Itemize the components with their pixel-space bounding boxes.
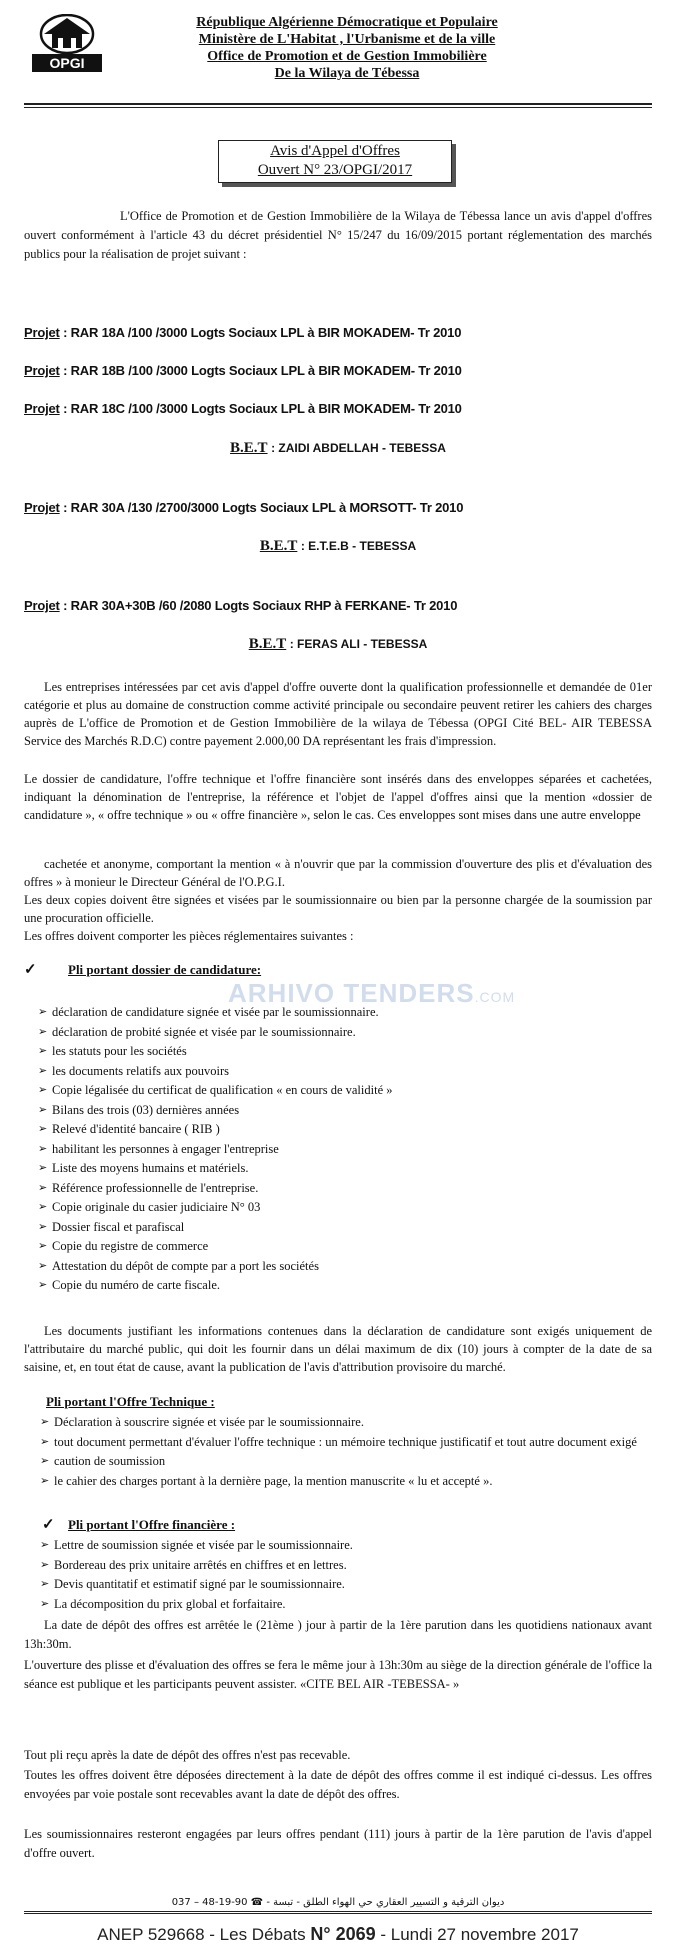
list-item: ➢ Bilans des trois (03) dernières années: [38, 1101, 648, 1121]
justification-paragraph: Les documents justifiant les informations contenues dans la déclaration de candidature sont exigés uniquement de l'attributaire du marché public, qui doit les fournir dans un délai maximum de dix (10) jours à compter de la date de sa saisine, et, en tout état de cause, avant la publication de l'avis d'attribution provisoire du marché.: [24, 1324, 652, 1374]
list-item: ➢ Copie du numéro de carte fiscale.: [38, 1276, 648, 1296]
envelopes-paragraph: Le dossier de candidature, l'offre technique et l'offre financière sont insérés dans des enveloppes séparées et cachetées, indiquant la dénomination de l'entreprise, la référence et l'objet de l'appel d'offres ainsi que la mention «dossier de candidature », « offre technique » ou « offre financière », selon le cas. Ces enveloppes sont mises dans une autre enveloppe: [24, 772, 652, 822]
project-4: [24, 500, 644, 515]
list-item: ➢ Référence professionnelle de l'entreprise.: [38, 1179, 648, 1199]
list-item: ➢ Liste des moyens humains et matériels.: [38, 1159, 648, 1179]
project-label: Projet: [24, 500, 60, 515]
required-documents-intro: Les offres doivent comporter les pièces réglementaires suivantes :: [24, 929, 354, 943]
bet-label: B.E.T: [248, 636, 287, 652]
arrow-icon: ➢: [38, 1259, 48, 1272]
signature-paragraph: Les deux copies doivent être signées et visées par le soumissionnaire ou bien par la personne chargée de la soumission par une procuration officielle.: [24, 893, 652, 925]
list-item: ➢ Déclaration à souscrire signée et visée par le soumissionnaire.: [40, 1413, 650, 1433]
arrow-icon: ➢: [38, 1045, 48, 1057]
footer-divider-thin: [24, 1913, 652, 1914]
watermark-suffix: .COM: [474, 989, 516, 1005]
header-divider-thin: [24, 107, 652, 108]
arrow-icon: ➢: [38, 1084, 48, 1096]
arrow-icon: ➢: [40, 1474, 50, 1487]
header-divider: [24, 103, 652, 105]
list-item: ➢ déclaration de probité signée et visée par le soumissionnaire.: [38, 1023, 648, 1043]
arrow-icon: ➢: [38, 1025, 48, 1038]
list-item: ➢ les statuts pour les sociétés: [38, 1042, 648, 1062]
technique-section-title: Pli portant l'Offre Technique :: [46, 1394, 215, 1409]
footer-divider: [24, 1911, 652, 1912]
footer-prefix: ANEP 529668 - Les Débats: [97, 1925, 306, 1944]
arrow-icon: ➢: [38, 1220, 48, 1233]
list-item: ➢ Devis quantitatif et estimatif signé par le soumissionnaire.: [40, 1575, 650, 1595]
header-line-3: Office de Promotion et de Gestion Immobilière: [207, 49, 487, 64]
notice-title: Avis d'Appel d'Offres: [270, 143, 400, 159]
project-5: [24, 598, 644, 613]
footer-date: - Lundi 27 novembre 2017: [380, 1925, 579, 1944]
project-text: : RAR 30A /130 /2700/3000 Logts Sociaux LPL à MORSOTT- Tr 2010: [63, 500, 464, 515]
list-item: ➢ les documents relatifs aux pouvoirs: [38, 1062, 648, 1082]
list-item: ➢ habilitant les personnes à engager l'entreprise: [38, 1140, 648, 1160]
check-icon: ✓: [24, 962, 37, 978]
project-text: : RAR 30A+30B /60 /2080 Logts Sociaux RHP à FERKANE- Tr 2010: [63, 598, 458, 613]
candidature-list: [38, 1003, 648, 1296]
list-item: ➢ Copie légalisée du certificat de qualification « en cours de validité »: [38, 1081, 648, 1101]
list-item: ➢ le cahier des charges portant à la dernière page, la mention manuscrite « lu et accepté ».: [40, 1472, 650, 1492]
header-line-1: République Algérienne Démocratique et Populaire: [196, 15, 498, 30]
arrow-icon: ➢: [38, 1006, 48, 1018]
project-2: [24, 363, 644, 378]
project-label: Projet: [24, 325, 60, 340]
arrow-icon: ➢: [40, 1578, 50, 1590]
arrow-icon: ➢: [40, 1597, 50, 1610]
list-item: ➢ Relevé d'identité bancaire ( RIB ): [38, 1120, 648, 1140]
financiere-section-title: Pli portant l'Offre financière :: [68, 1517, 236, 1532]
late-offers-paragraph: Tout pli reçu après la date de dépôt des offres n'est pas recevable.: [24, 1748, 351, 1762]
project-label: Projet: [24, 401, 60, 416]
footer-issue-number: N° 2069: [310, 1924, 376, 1944]
footer-publication: [0, 1924, 676, 1945]
bet-label: B.E.T: [259, 538, 298, 554]
bet-text: : E.T.E.B - TEBESSA: [300, 539, 417, 553]
logo-text: OPGI: [49, 55, 85, 71]
list-item: ➢ Lettre de soumission signée et visée par le soumissionnaire.: [40, 1536, 650, 1556]
arrow-icon: ➢: [38, 1162, 48, 1174]
list-item: ➢ Dossier fiscal et parafiscal: [38, 1218, 648, 1238]
arrow-icon: ➢: [40, 1455, 50, 1467]
list-item: ➢ La décomposition du prix global et forfaitaire.: [40, 1595, 650, 1615]
opening-paragraph: L'ouverture des plisse et d'évaluation des offres se fera le même jour à 13h:30m au siège de la direction générale de l'office la séance est publique et les participants peuvent assister. «CITE BEL AIR -TEBESSA- »: [24, 1658, 652, 1691]
project-text: : RAR 18B /100 /3000 Logts Sociaux LPL à BIR MOKADEM- Tr 2010: [63, 363, 462, 378]
list-item: ➢ Copie originale du casier judiciaire N° 03: [38, 1198, 648, 1218]
notice-number: Ouvert N° 23/OPGI/2017: [257, 162, 413, 178]
bet-text: : FERAS ALI - TEBESSA: [289, 637, 428, 651]
arrow-icon: ➢: [38, 1240, 48, 1252]
arrow-icon: ➢: [38, 1123, 48, 1135]
bet-label: B.E.T: [230, 440, 268, 456]
intro-paragraph: L'Office de Promotion et de Gestion Immobilière de la Wilaya de Tébessa lance un avis d'appel d'offres ouvert conformément à l'article 43 du décret présidentiel N° 15/247 du 16/09/2015 portant réglementation des marchés publics pour la réalisation de projet suivant :: [24, 209, 652, 261]
bet-2: [0, 538, 676, 555]
project-label: Projet: [24, 363, 60, 378]
arrow-icon: ➢: [38, 1064, 48, 1077]
project-3: [24, 401, 644, 416]
list-item: ➢ Copie du registre de commerce: [38, 1237, 648, 1257]
arrow-icon: ➢: [38, 1142, 48, 1155]
arrow-icon: ➢: [40, 1558, 50, 1571]
deposit-method-paragraph: Toutes les offres doivent être déposées directement à la date de dépôt des offres comme il est indiqué ci-dessus. Les offres envoyées par voie postale sont recevables avant la date de dépôt des offres.: [24, 1768, 652, 1801]
bet-3: [0, 636, 676, 653]
arrow-icon: ➢: [40, 1435, 50, 1448]
list-item: ➢ caution de soumission: [40, 1452, 650, 1472]
list-item: ➢ Attestation du dépôt de compte par a port les sociétés: [38, 1257, 648, 1277]
header-line-2: Ministère de L'Habitat , l'Urbanisme et de la ville: [198, 32, 496, 47]
header-block: [112, 14, 582, 82]
notice-title-box: [218, 140, 452, 183]
bet-1: [0, 440, 676, 457]
bet-text: : ZAIDI ABDELLAH - TEBESSA: [271, 441, 446, 455]
project-text: : RAR 18A /100 /3000 Logts Sociaux LPL à BIR MOKADEM- Tr 2010: [63, 325, 462, 340]
deposit-date-paragraph: La date de dépôt des offres est arrêtée le (21ème ) jour à partir de la 1ère parution dans les quotidiens nationaux avant 13h:30m.: [24, 1618, 652, 1651]
arrow-icon: ➢: [38, 1181, 48, 1194]
list-item: ➢ tout document permettant d'évaluer l'offre technique : un mémoire technique justificatif et tout autre document exigé: [40, 1433, 650, 1453]
project-label: Projet: [24, 598, 60, 613]
project-text: : RAR 18C /100 /3000 Logts Sociaux LPL à BIR MOKADEM- Tr 2010: [63, 401, 462, 416]
arrow-icon: ➢: [40, 1539, 50, 1551]
list-item: ➢ déclaration de candidature signée et visée par le soumissionnaire.: [38, 1003, 648, 1023]
list-item: ➢ Bordereau des prix unitaire arrêtés en chiffres et en lettres.: [40, 1556, 650, 1576]
watermark-text: ARHIVO TENDERS: [228, 978, 475, 1008]
arrow-icon: ➢: [38, 1103, 48, 1116]
anonymous-envelope-paragraph: cachetée et anonyme, comportant la mention « à n'ouvrir que par la commission d'ouverture des plis et d'évaluation des offres » à monieur le Directeur Général de l'O.P.G.I.: [24, 857, 652, 889]
header-line-4: De la Wilaya de Tébessa: [274, 66, 420, 81]
opgi-logo-icon: [30, 14, 104, 74]
arrow-icon: ➢: [38, 1279, 48, 1291]
project-1: [24, 325, 644, 340]
check-icon: ✓: [42, 1517, 55, 1533]
footer-address: 037 – 48-19-90 ☎ - ديوان الترقية و التسيير العقاري حي الهواء الطلق - تبسة: [171, 1897, 505, 1908]
financiere-list: [40, 1536, 650, 1614]
candidature-section-title: Pli portant dossier de candidature:: [68, 962, 262, 977]
arrow-icon: ➢: [40, 1416, 50, 1428]
validity-paragraph: Les soumissionnaires resteront engagées par leurs offres pendant (111) jours à partir de la 1ère parution de l'avis d'appel d'offre ouvert.: [24, 1827, 652, 1860]
technique-list: [40, 1413, 650, 1491]
conditions-paragraph: Les entreprises intéressées par cet avis d'appel d'offre ouverte dont la qualification professionnelle et demandée de 01er catégorie et plus au domaine de construction comme activité principale ou secondaire peuvent retirer les cahiers des charges auprès de L'office de Promotion et de Gestion Immobilière de la wilaya de Tébessa (OPGI Cité BEL- AIR TEBESSA Service des Marchés R.D.C) contre payement 2.000,00 DA représentant les frais d'impression.: [24, 680, 652, 748]
arrow-icon: ➢: [38, 1201, 48, 1213]
